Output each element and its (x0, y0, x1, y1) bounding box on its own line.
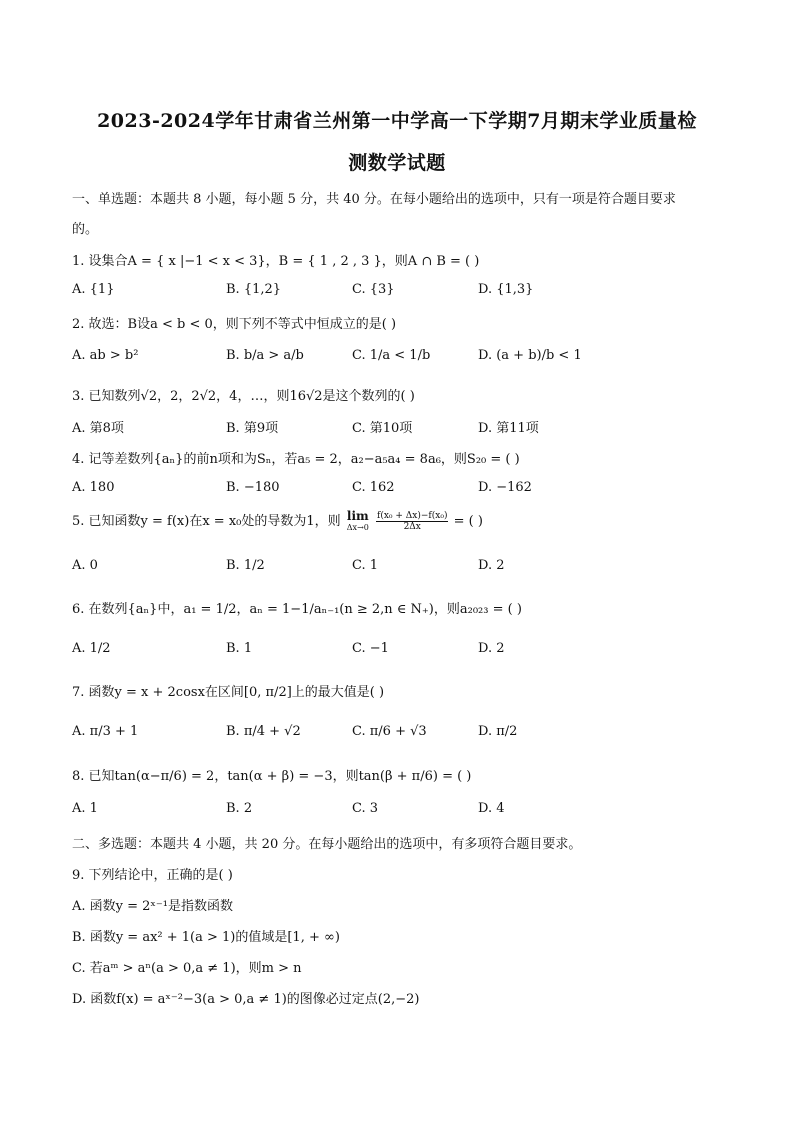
q9-option-b: B. 函数y = ax² + 1(a > 1)的值域是[1, + ∞) (72, 930, 340, 945)
q7-option-c: C. π/6 + √3 (352, 724, 427, 739)
question-4-stem: 4. 记等差数列{aₙ}的前n项和为Sₙ，若a₅ = 2，a₂−a₅a₄ = 8a₆，则S₂₀ = ( ) (72, 452, 520, 467)
q7-option-d: D. π/2 (478, 724, 518, 739)
q8-option-c: C. 3 (352, 801, 379, 816)
q5-stem-start: 5. 已知函数y = f(x)在x = x₀处的导数为1，则 (72, 514, 341, 529)
section1-heading-cont: 的。 (72, 222, 99, 237)
q8-option-b: B. 2 (226, 801, 253, 816)
q5-lim-word: lim (346, 508, 369, 523)
q1-option-b: B. {1,2} (226, 282, 282, 297)
q1-option-d: D. {1,3} (478, 282, 534, 297)
q5-fraction (376, 511, 448, 532)
q7-option-a: A. π/3 + 1 (72, 724, 139, 739)
q4-option-d: D. −162 (478, 480, 532, 495)
q5-fraction-denominator: 2Δx (403, 522, 421, 532)
q2-option-b: B. b/a > a/b (226, 348, 304, 363)
q5-option-d: D. 2 (478, 558, 505, 573)
q5-option-a: A. 0 (72, 558, 98, 573)
q6-option-c: C. −1 (352, 641, 389, 656)
q5-option-c: C. 1 (352, 558, 379, 573)
q7-option-b: B. π/4 + √2 (226, 724, 301, 739)
question-1-stem: 1. 设集合A = { x |−1 < x < 3}，B = { 1 , 2 , 3 }，则A ∩ B = ( ) (72, 254, 480, 269)
q6-option-b: B. 1 (226, 641, 253, 656)
q5-fraction-numerator: f(x₀ + Δx)−f(x₀) (377, 511, 448, 521)
q4-option-b: B. −180 (226, 480, 280, 495)
q3-option-b: B. 第9项 (226, 421, 279, 436)
question-9-stem: 9. 下列结论中，正确的是( ) (72, 868, 233, 883)
q6-option-a: A. 1/2 (72, 641, 111, 656)
q9-option-a: A. 函数y = 2ˣ⁻¹是指数函数 (72, 899, 234, 914)
question-6-stem: 6. 在数列{aₙ}中，a₁ = 1/2，aₙ = 1−1/aₙ₋₁(n ≥ 2,n ∈ N₊)，则a₂₀₂₃ = ( ) (72, 602, 522, 617)
q2-option-a: A. ab > b² (72, 348, 139, 363)
q9-option-d: D. 函数f(x) = aˣ⁻²−3(a > 0,a ≠ 1)的图像必过定点(2,−2) (72, 992, 420, 1007)
q8-option-a: A. 1 (72, 801, 98, 816)
exam-title-line2: 测数学试题 (348, 152, 446, 174)
q4-option-c: C. 162 (352, 480, 395, 495)
section2-heading: 二、多选题：本题共 4 小题，共 20 分。在每小题给出的选项中，有多项符合题目要求。 (72, 837, 582, 852)
exam-title-line1: 2023-2024学年甘肃省兰州第一中学高一下学期7月期末学业质量检 (97, 110, 697, 132)
q8-option-d: D. 4 (478, 801, 505, 816)
question-8-stem: 8. 已知tan(α−π/6) = 2，tan(α + β) = −3，则tan(β + π/6) = ( ) (72, 769, 472, 784)
q3-option-d: D. 第11项 (478, 421, 539, 436)
section1-heading: 一、单选题：本题共 8 小题，每小题 5 分，共 40 分。在每小题给出的选项中，只有一项是符合题目要求 (72, 192, 676, 207)
q4-option-a: A. 180 (72, 480, 115, 495)
q5-limit (346, 508, 369, 533)
question-7-stem: 7. 函数y = x + 2cosx在区间[0, π/2]上的最大值是( ) (72, 685, 385, 700)
q5-stem-end: = ( ) (453, 514, 483, 529)
q2-option-c: C. 1/a < 1/b (352, 348, 431, 363)
q2-option-d: D. (a + b)/b < 1 (478, 348, 582, 363)
q9-option-c: C. 若aᵐ > aⁿ(a > 0,a ≠ 1)，则m > n (72, 961, 302, 976)
question-2-stem: 2. 故选：B设a < b < 0，则下列不等式中恒成立的是( ) (72, 317, 397, 332)
q1-option-a: A. {1} (72, 282, 115, 297)
question-5-stem (72, 510, 483, 533)
q5-option-b: B. 1/2 (226, 558, 265, 573)
q6-option-d: D. 2 (478, 641, 505, 656)
q1-option-c: C. {3} (352, 282, 395, 297)
q3-option-c: C. 第10项 (352, 421, 413, 436)
q5-lim-subscript: Δx→0 (346, 522, 369, 532)
question-3-stem: 3. 已知数列√2，2，2√2，4，…，则16√2是这个数列的( ) (72, 389, 415, 404)
q3-option-a: A. 第8项 (72, 421, 124, 436)
